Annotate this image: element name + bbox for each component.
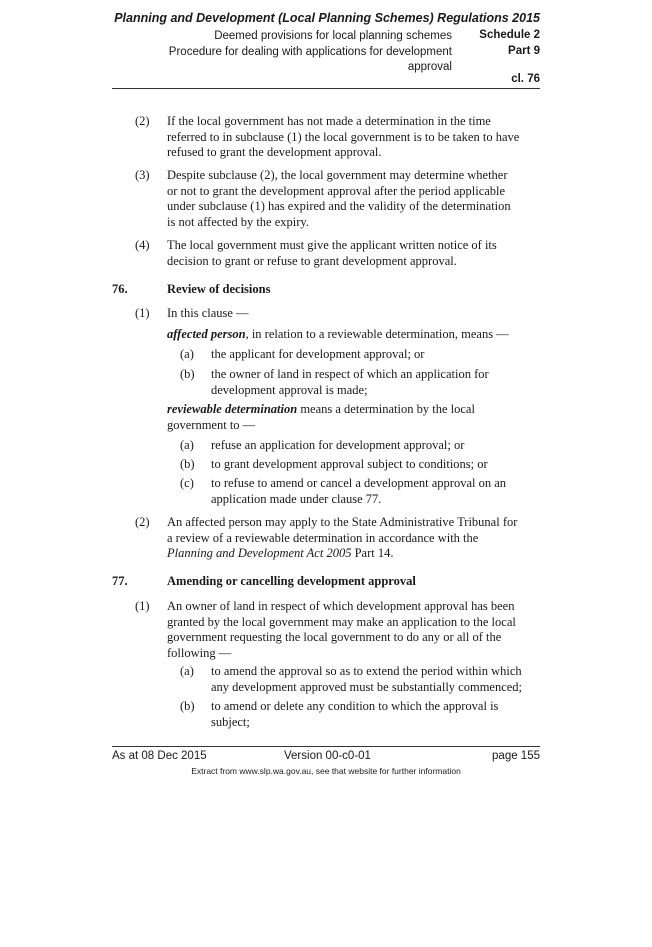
c75-sub3-number: (3): [135, 168, 150, 182]
line: granted by the local government may make an application to the local: [167, 614, 516, 629]
act-title: Planning and Development Act 2005: [167, 546, 352, 560]
def1-para-b-number: (b): [180, 367, 195, 381]
line: development approval is made;: [211, 382, 368, 397]
c76-sub1-number: (1): [135, 306, 150, 320]
c77-heading: Amending or cancelling development approval: [167, 574, 416, 588]
line: the owner of land in respect of which an application for: [211, 367, 489, 381]
header-clause-ref: cl. 76: [511, 73, 540, 85]
defined-term: reviewable determination: [167, 402, 298, 416]
footer-version: Version 00-c0-01: [284, 750, 371, 762]
line: following —: [167, 645, 232, 660]
line: or not to grant the development approval after the period applicable: [167, 183, 506, 198]
c77-number: 77.: [112, 574, 128, 588]
line: to refuse to amend or cancel a development approval on an: [211, 476, 507, 490]
footer-page-number: page 155: [492, 750, 540, 762]
def2-para-a-number: (a): [180, 438, 194, 452]
definition-affected-person: [167, 327, 547, 343]
line: An owner of land in respect of which development approval has been: [167, 599, 515, 613]
header-part-desc-line2: approval: [407, 61, 452, 73]
def1-para-a-number: (a): [180, 347, 194, 361]
line: The local government must give the applicant written notice of its: [167, 238, 497, 252]
definition-reviewable-determination: [167, 402, 547, 433]
c77-sub1-text: [167, 599, 547, 661]
line: to amend or delete any condition to which the approval is: [211, 699, 499, 713]
c75-sub4-text: [167, 238, 547, 269]
footer-extract-note: Extract from www.slp.wa.gov.au, see that website for further information: [191, 766, 461, 776]
def2-para-b-number: (b): [180, 457, 195, 471]
defined-term: affected person: [167, 327, 246, 341]
line: Despite subclause (2), the local government may determine whether: [167, 168, 508, 182]
def1-para-a-text: the applicant for development approval; or: [211, 347, 425, 361]
line: under subclause (1) has expired and the validity of the determination: [167, 199, 511, 213]
line: application made under clause 77.: [211, 491, 382, 506]
c76-number: 76.: [112, 282, 128, 296]
line: to amend the approval so as to extend the period within which: [211, 664, 522, 678]
def2-para-c-text: [211, 476, 547, 507]
c76-sub1-text: In this clause —: [167, 306, 249, 320]
act-part: Part 14.: [351, 546, 394, 560]
line: is not affected by the expiry.: [167, 214, 309, 229]
c75-sub2-number: (2): [135, 114, 150, 128]
c77-para-a-text: [211, 664, 547, 695]
def2-para-b-text: to grant development approval subject to conditions; or: [211, 457, 488, 471]
def1-para-b-text: [211, 367, 547, 398]
line: subject;: [211, 714, 250, 729]
header-schedule-label: Schedule 2: [479, 29, 540, 41]
line: a review of a reviewable determination in accordance with the: [167, 530, 479, 545]
header-schedule-desc: Deemed provisions for local planning schemes: [214, 30, 452, 42]
footer-rule: [112, 746, 540, 747]
line: If the local government has not made a determination in the time: [167, 114, 491, 128]
definition-text: means a determination by the local: [297, 402, 475, 416]
line: An affected person may apply to the State Administrative Tribunal for: [167, 515, 518, 529]
c75-sub2-text: [167, 114, 547, 161]
header-part-label: Part 9: [508, 45, 540, 57]
header-rule: [112, 88, 540, 89]
line: government requesting the local government to do any or all of the: [167, 630, 502, 644]
line: refused to grant the development approval.: [167, 145, 382, 159]
c76-sub2-number: (2): [135, 515, 150, 529]
definition-text-line2: government to —: [167, 417, 256, 432]
c77-para-b-text: [211, 699, 547, 730]
definition-text: , in relation to a reviewable determination, means —: [245, 327, 509, 341]
c75-sub3-text: [167, 168, 547, 230]
def2-para-c-number: (c): [180, 476, 194, 490]
c76-heading: Review of decisions: [167, 282, 271, 296]
line: any development approved must be substantially commenced;: [211, 679, 523, 694]
c77-sub1-number: (1): [135, 599, 150, 613]
header-part-desc-line1: Procedure for dealing with applications for development: [168, 46, 452, 58]
line: decision to grant or refuse to grant development approval.: [167, 253, 457, 268]
c77-para-a-number: (a): [180, 664, 194, 678]
running-title: Planning and Development (Local Planning Schemes) Regulations 2015: [114, 11, 540, 25]
footer-date: As at 08 Dec 2015: [112, 750, 207, 762]
header-part-desc: [122, 45, 452, 75]
c75-sub4-number: (4): [135, 238, 150, 252]
line: referred to in subclause (1) the local government is to be taken to have: [167, 129, 520, 144]
c76-sub2-text: [167, 515, 547, 562]
def2-para-a-text: refuse an application for development approval; or: [211, 438, 465, 452]
c77-para-b-number: (b): [180, 699, 195, 713]
